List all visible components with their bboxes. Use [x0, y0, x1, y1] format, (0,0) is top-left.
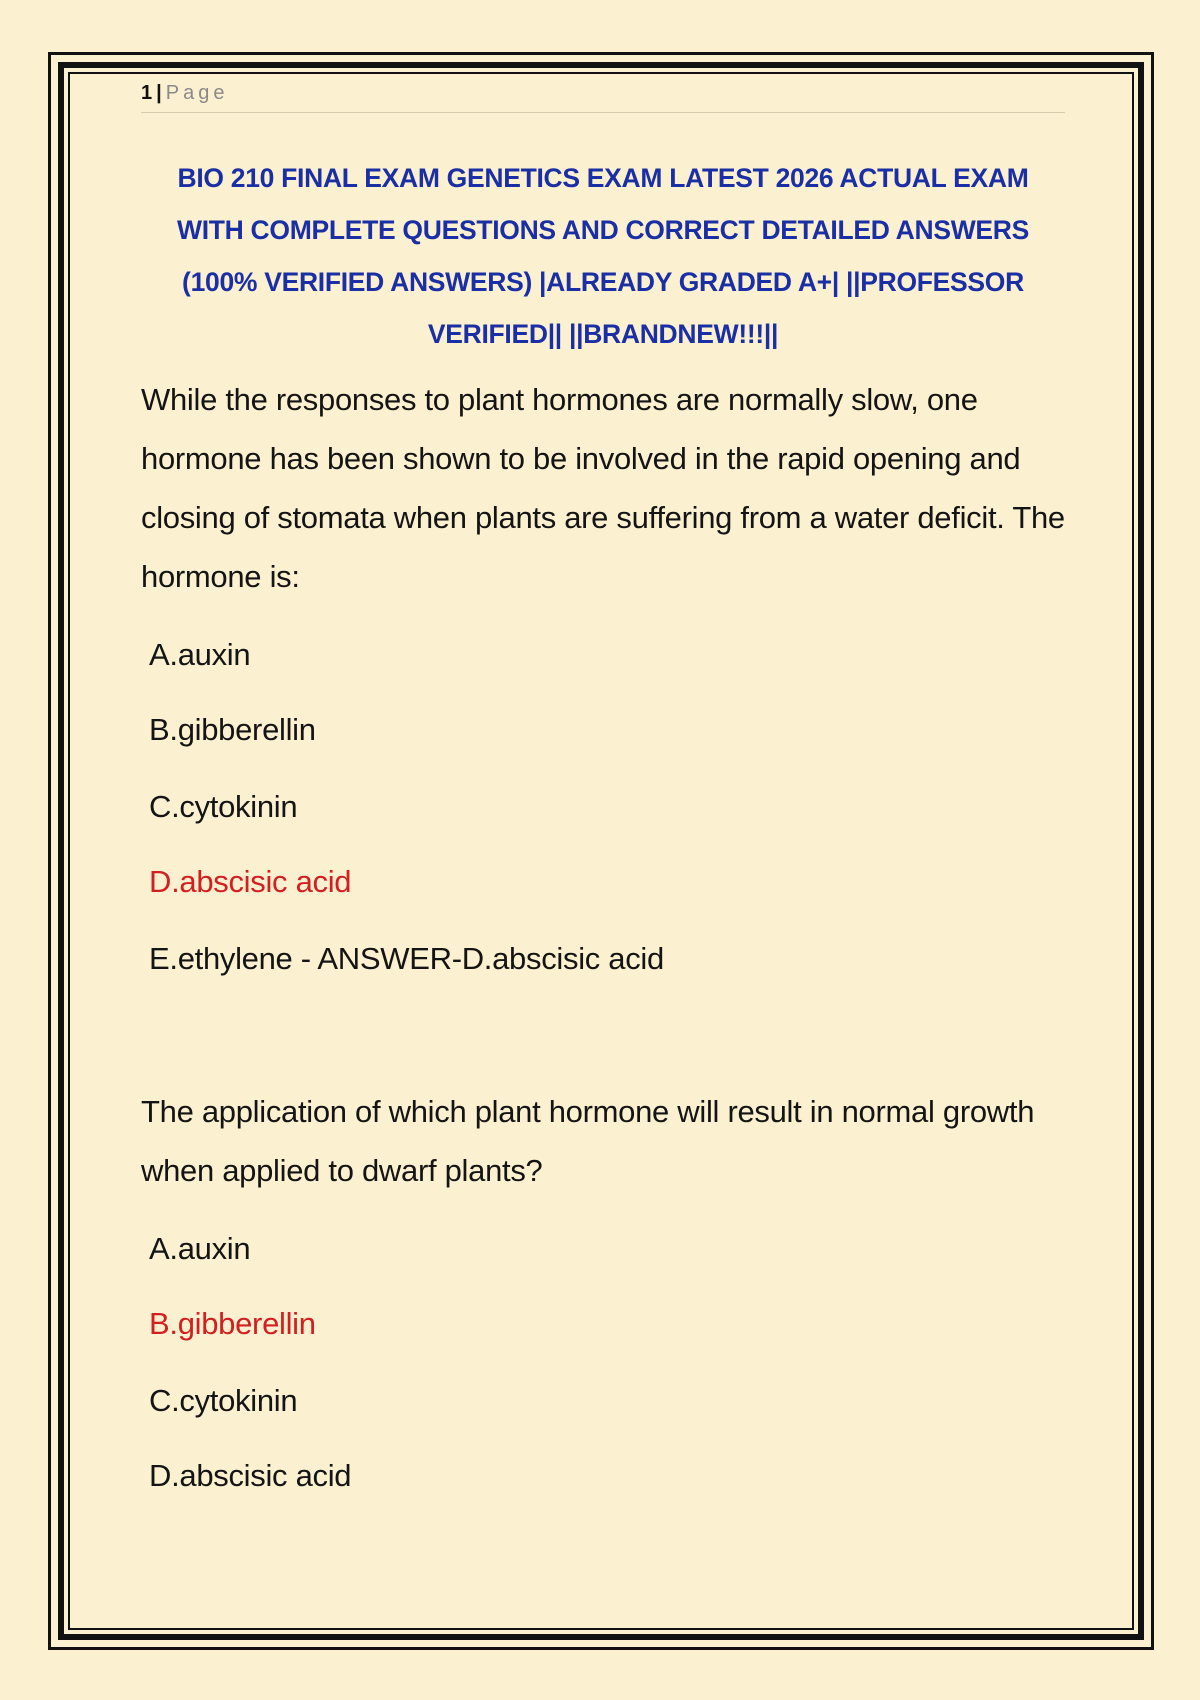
question-1-text: While the responses to plant hormones are normally slow, one hormone has been shown to be involved in the rapid opening and closing of stomata when plants are suffering from a water deficit. The hormone is:	[141, 382, 1065, 594]
question-2-text: The application of which plant hormone will result in normal growth when applied to dwarf plants?	[141, 1094, 1035, 1188]
page-header	[141, 82, 1065, 113]
question-1-option-b: B.gibberellin	[149, 712, 316, 747]
question-2-option-a: A.auxin	[149, 1231, 251, 1266]
document-title: BIO 210 FINAL EXAM GENETICS EXAM LATEST 2026 ACTUAL EXAM WITH COMPLETE QUESTIONS AND CORRECT DETAILED ANSWERS (100% VERIFIED ANSWERS) |ALREADY GRADED A+| ||PROFESSOR VERIFIED|| ||BRANDNEW!!!||	[176, 163, 1030, 349]
question-2-option-b-correct: B.gibberellin	[149, 1306, 316, 1341]
question-2-option-d: D.abscisic acid	[149, 1458, 352, 1493]
page-number: 1	[141, 82, 153, 104]
question-2-option-c: C.cytokinin	[149, 1383, 298, 1418]
question-1-option-d-correct: D.abscisic acid	[149, 864, 352, 899]
page-header-separator: |	[156, 82, 162, 104]
page-label: Page	[165, 82, 229, 104]
question-1-option-e-answer: E.ethylene - ANSWER-D.abscisic acid	[149, 941, 664, 976]
question-1-option-a: A.auxin	[149, 637, 251, 672]
question-1-option-c: C.cytokinin	[149, 789, 298, 824]
